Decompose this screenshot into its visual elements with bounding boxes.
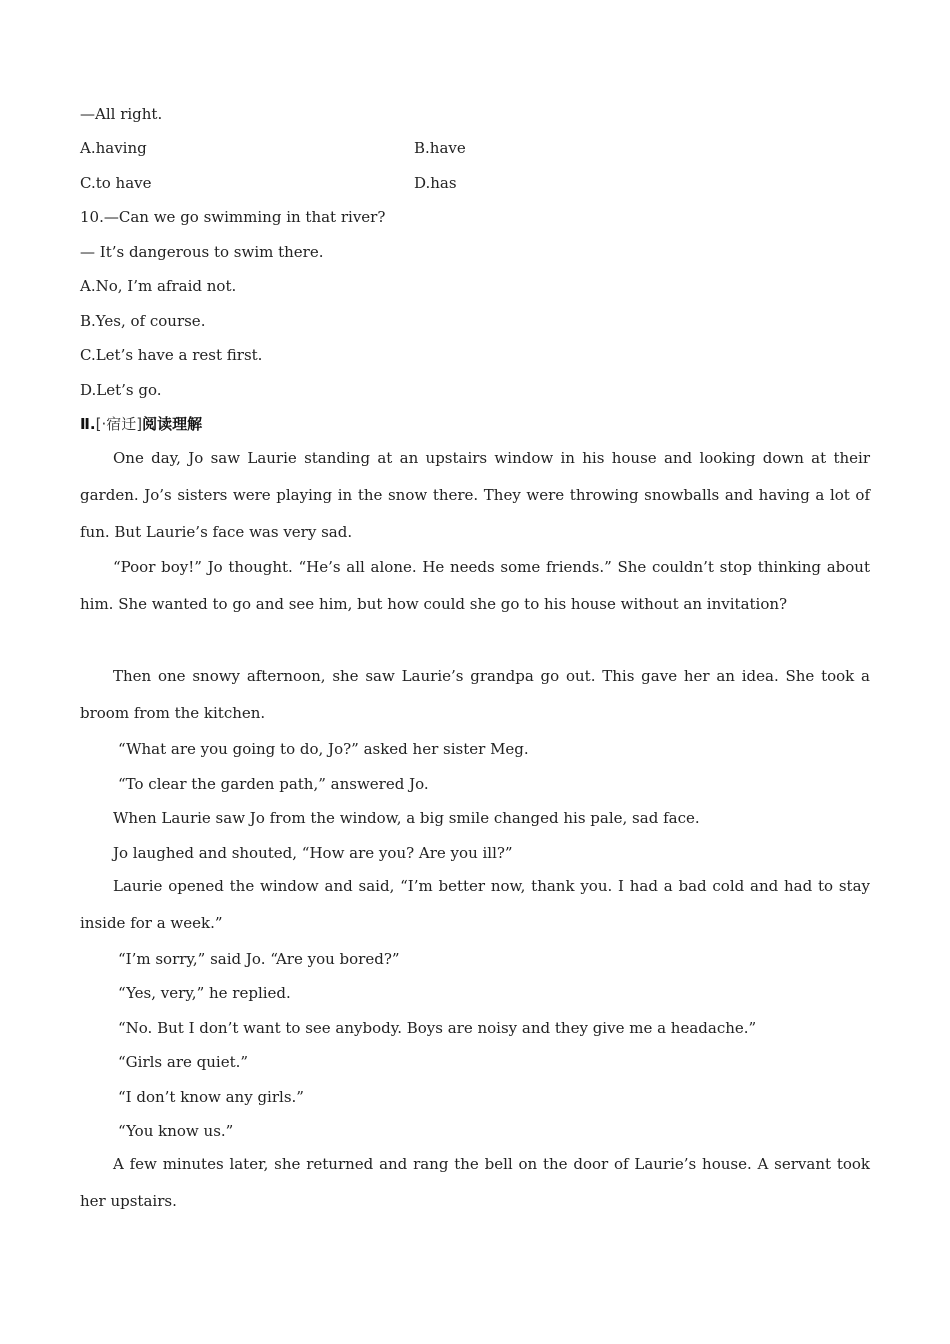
- section-heading: [80, 414, 202, 434]
- section-number: Ⅱ.: [80, 415, 96, 433]
- passage-paragraph-2: “Poor boy!” Jo thought. “He’s all alone. He needs some friends.” She couldn’t stop thinking about him. She wanted to go and see him, but how could she go to his house without an invitation?: [80, 558, 870, 613]
- section-tag: [·宿迁]: [95, 415, 143, 433]
- passage-line-jo: “To clear the garden path,” answered Jo.: [118, 775, 429, 793]
- passage-line-bored: “Yes, very,” he replied.: [118, 984, 291, 1002]
- passage-line-no-girls: “I don’t know any girls.”: [118, 1088, 304, 1106]
- passage-paragraph-4: Laurie opened the window and said, “I’m better now, thank you. I had a bad cold and had to stay inside for a week.”: [80, 877, 870, 932]
- passage-line-sorry: “I’m sorry,” said Jo. “Are you bored?”: [118, 950, 400, 968]
- q9-option-d: D.has: [414, 174, 457, 192]
- section-title: 阅读理解: [142, 415, 203, 433]
- q9-option-c: C.to have: [80, 174, 152, 192]
- passage-paragraph-3: Then one snowy afternoon, she saw Laurie’s grandpa go out. This gave her an idea. She took a broom from the kitchen.: [80, 667, 870, 722]
- q10-option-a: A.No, I’m afraid not.: [80, 277, 237, 295]
- passage-paragraph-5: A few minutes later, she returned and rang the bell on the door of Laurie’s house. A servant took her upstairs.: [80, 1155, 870, 1210]
- passage-line-smile: When Laurie saw Jo from the window, a big smile changed his pale, sad face.: [113, 809, 700, 827]
- q10-response: — It’s dangerous to swim there.: [80, 243, 324, 261]
- passage-paragraph-1: One day, Jo saw Laurie standing at an upstairs window in his house and looking down at their garden. Jo’s sisters were playing in the snow there. They were throwing snowballs and having a lot of fun. But Laurie’s face was very sad.: [80, 449, 870, 541]
- q10-option-d: D.Let’s go.: [80, 381, 162, 399]
- passage-line-headache: “No. But I don’t want to see anybody. Boys are noisy and they give me a headache.”: [118, 1019, 757, 1037]
- passage-line-know-us: “You know us.”: [118, 1122, 234, 1140]
- passage-line-shout: Jo laughed and shouted, “How are you? Are you ill?”: [113, 844, 513, 862]
- q9-option-a: A.having: [80, 139, 147, 157]
- passage-line-meg: “What are you going to do, Jo?” asked her sister Meg.: [118, 740, 529, 758]
- q10-option-c: C.Let’s have a rest first.: [80, 346, 263, 364]
- q10-question: 10.—Can we go swimming in that river?: [80, 208, 386, 226]
- passage-line-girls-quiet: “Girls are quiet.”: [118, 1053, 249, 1071]
- q9-response: —All right.: [80, 105, 163, 123]
- q9-option-b: B.have: [414, 139, 466, 157]
- q10-option-b: B.Yes, of course.: [80, 312, 206, 330]
